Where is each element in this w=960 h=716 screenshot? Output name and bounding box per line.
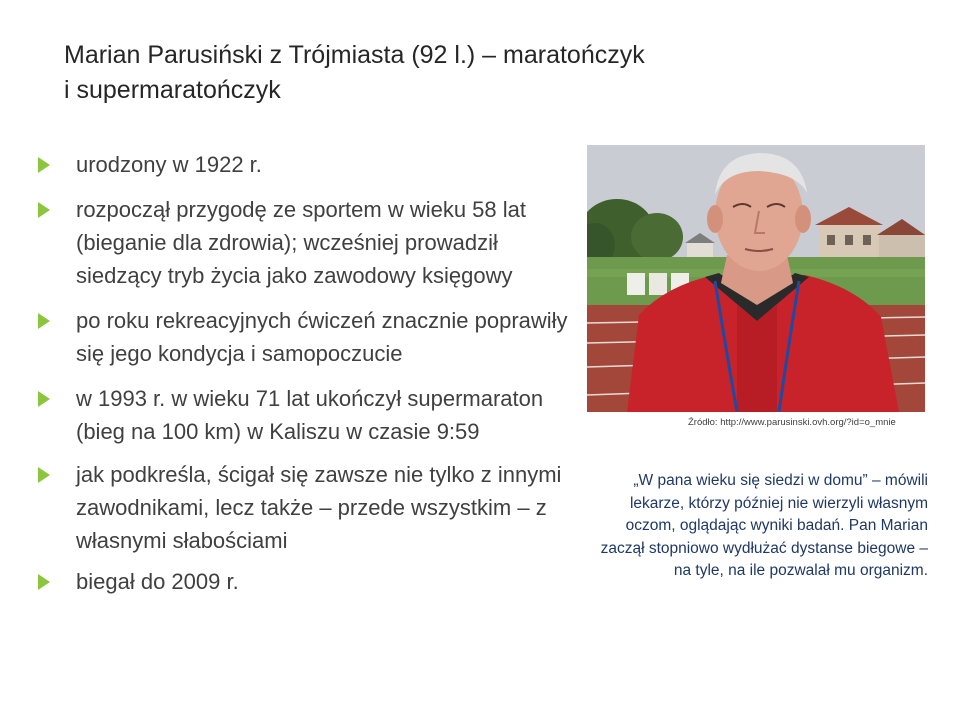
- quote-line-3: oczom, oglądając wyniki badań. Pan Marian: [625, 517, 928, 534]
- bullet-item: [36, 458, 576, 557]
- quote-line-1: „W pana wieku się siedzi w domu” – mówili: [633, 472, 928, 489]
- triangle-bullet-icon: [38, 391, 50, 407]
- quote-block: [528, 470, 928, 583]
- bullet-text: po roku rekreacyjnych ćwiczeń znacznie poprawiły się jego kondycja i samopoczucie: [76, 308, 568, 366]
- triangle-bullet-icon: [38, 467, 50, 483]
- bullet-text: rozpoczął przygodę ze sportem w wieku 58 lat (bieganie dla zdrowia); wcześniej prowadził siedzący tryb życia jako zawodowy księgowy: [76, 197, 526, 288]
- title-line-1: Marian Parusiński z Trójmiasta (92 l.) – maratończyk: [64, 41, 645, 69]
- triangle-bullet-icon: [38, 202, 50, 218]
- bullet-item: [36, 193, 576, 292]
- triangle-bullet-icon: [38, 574, 50, 590]
- triangle-bullet-icon: [38, 313, 50, 329]
- quote-line-5: na tyle, na ile pozwalał mu organizm.: [673, 562, 928, 579]
- bullet-item: [36, 304, 576, 370]
- runner-photo: [587, 145, 925, 412]
- slide-title: [64, 38, 744, 108]
- bullet-text: biegał do 2009 r.: [76, 569, 239, 594]
- bullet-item: [36, 148, 576, 181]
- quote-line-2: lekarze, którzy później nie wierzyli własnym: [629, 494, 928, 512]
- bullet-text: w 1993 r. w wieku 71 lat ukończył supermaraton (bieg na 100 km) w Kaliszu w czasie 9:59: [76, 386, 544, 444]
- quote-line-4: zaczął stopniowo wydłużać dystanse biegowe –: [600, 539, 928, 557]
- bullet-item: [36, 565, 576, 598]
- bullet-item: [36, 382, 576, 448]
- bullet-text: urodzony w 1922 r.: [76, 152, 262, 177]
- photo-source-caption: Źródło: http://www.parusinski.ovh.org/?id=o_mnie: [688, 417, 896, 428]
- bullet-text: jak podkreśla, ścigał się zawsze nie tylko z innymi zawodnikami, lecz także – przede wszystkim – z własnymi słabościami: [76, 462, 562, 553]
- triangle-bullet-icon: [38, 157, 50, 173]
- title-line-2: i supermaratończyk: [64, 76, 281, 104]
- bullet-list: [36, 148, 576, 604]
